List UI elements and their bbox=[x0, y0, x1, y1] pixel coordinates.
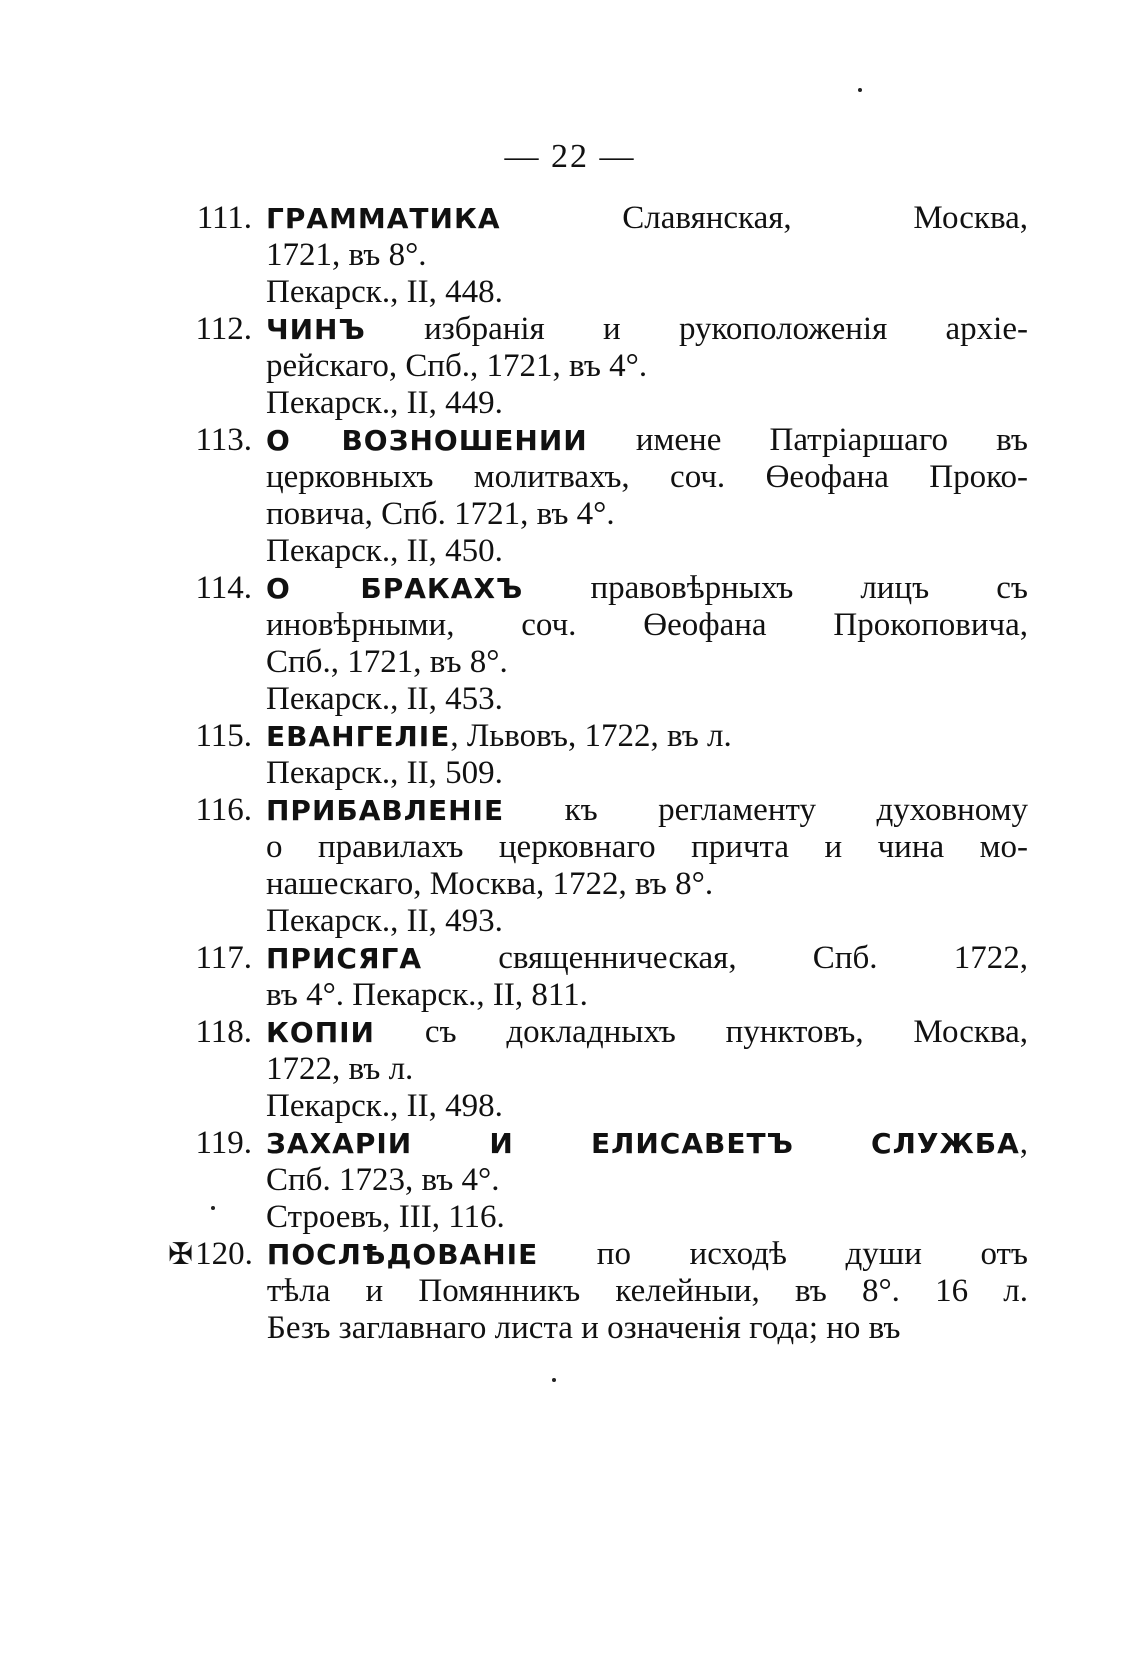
entry-reference: Пекарск., II, 509. bbox=[266, 755, 503, 791]
catalog-entry bbox=[168, 200, 1028, 311]
catalog-entry bbox=[168, 1014, 1028, 1125]
entry-text: тѣла и Помянникъ келейныи, въ 8°. 16 л. bbox=[266, 1273, 1028, 1309]
entry-number-text: 113. bbox=[195, 422, 252, 458]
entry-text: церковныхъ молитвахъ, соч. Өеофана Проко- bbox=[266, 459, 1028, 495]
entry-text: , Львовъ, 1722, въ л. bbox=[450, 718, 732, 754]
entry-line bbox=[266, 422, 1028, 459]
entry-line bbox=[266, 718, 1028, 755]
entry-body bbox=[267, 1236, 1028, 1347]
entry-body bbox=[266, 1014, 1028, 1125]
entry-line bbox=[266, 792, 1028, 829]
entry-line bbox=[266, 348, 1028, 385]
entry-line bbox=[266, 1014, 1028, 1051]
entry-line bbox=[267, 1236, 1028, 1273]
entry-body bbox=[266, 200, 1028, 311]
catalog-entry bbox=[168, 718, 1028, 792]
catalog-entry bbox=[168, 311, 1028, 422]
entry-number bbox=[168, 1236, 267, 1273]
catalog-entry bbox=[168, 940, 1028, 1014]
entry-line bbox=[266, 311, 1028, 348]
entry-text: о правилахъ церковнаго причта и чина мо- bbox=[266, 829, 1028, 865]
entry-line bbox=[266, 459, 1028, 496]
entry-number-text: 119. bbox=[195, 1125, 252, 1161]
entry-number-text: 120. bbox=[195, 1236, 253, 1272]
entry-text: нашескаго, Москва, 1722, въ 8°. bbox=[266, 866, 714, 902]
entry-reference: Пекарск., II, 493. bbox=[266, 903, 503, 939]
catalog-entry bbox=[168, 422, 1028, 570]
entry-title: ПРИБАВЛЕНІЕ bbox=[266, 794, 505, 827]
entry-text: въ 4°. Пекарск., II, 811. bbox=[266, 977, 588, 1013]
catalog-entries bbox=[168, 200, 1028, 1347]
entry-text: священническая, Спб. 1722, bbox=[422, 940, 1028, 976]
entry-title: ЕВАНГЕЛІЕ bbox=[266, 720, 451, 753]
entry-body bbox=[266, 1125, 1028, 1236]
entry-reference: Пекарск., II, 448. bbox=[266, 274, 503, 310]
entry-line bbox=[266, 607, 1028, 644]
entry-number-text: 116. bbox=[195, 792, 252, 828]
entry-text: по исходѣ души отъ bbox=[538, 1236, 1028, 1272]
entry-title: ГРАММАТИКА bbox=[266, 202, 501, 235]
entry-text: , bbox=[1019, 1125, 1028, 1161]
entry-number-text: 118. bbox=[195, 1014, 252, 1050]
entry-number-text: 114. bbox=[195, 570, 252, 606]
entry-text: съ докладныхъ пунктовъ, Москва, bbox=[374, 1014, 1028, 1050]
entry-line bbox=[266, 237, 1028, 274]
entry-text: Спб., 1721, въ 8°. bbox=[266, 644, 508, 680]
entry-text: избранія и рукоположенія архіе- bbox=[365, 311, 1028, 347]
entry-text: 1722, въ л. bbox=[266, 1051, 414, 1087]
entry-line bbox=[267, 1310, 1028, 1347]
entry-body bbox=[266, 940, 1028, 1014]
entry-reference: Пекарск., II, 450. bbox=[266, 533, 503, 569]
catalog-entry bbox=[168, 1236, 1028, 1347]
entry-number bbox=[168, 200, 266, 237]
entry-text: иновѣрными, соч. Өеофана Прокоповича, bbox=[266, 607, 1028, 643]
entry-line bbox=[266, 644, 1028, 681]
entry-number-text: 115. bbox=[195, 718, 252, 754]
entry-text: 1721, въ 8°. bbox=[266, 237, 427, 273]
entry-title: ПОСЛѢДОВАНІЕ bbox=[266, 1238, 539, 1271]
print-speck bbox=[552, 1378, 556, 1382]
entry-number bbox=[168, 792, 266, 829]
entry-line bbox=[266, 940, 1028, 977]
page-number: — 22 — bbox=[504, 138, 636, 175]
catalog-entry bbox=[168, 792, 1028, 940]
entry-number bbox=[168, 940, 266, 977]
entry-text: рейскаго, Спб., 1721, въ 4°. bbox=[266, 348, 648, 384]
entry-number bbox=[168, 1014, 266, 1051]
entry-title: КОПІИ bbox=[266, 1016, 375, 1049]
entry-title: ЗАХАРІИ И ЕЛИСАВЕТЪ СЛУЖБА bbox=[266, 1127, 1020, 1160]
entry-body bbox=[266, 792, 1028, 940]
entry-reference: Пекарск., II, 453. bbox=[266, 681, 503, 717]
entry-line bbox=[266, 866, 1028, 903]
entry-text: правовѣрныхъ лицъ съ bbox=[523, 570, 1028, 606]
catalog-entry bbox=[168, 1125, 1028, 1236]
entry-line bbox=[266, 1125, 1028, 1162]
catalog-entry bbox=[168, 570, 1028, 718]
entry-body bbox=[266, 311, 1028, 422]
cross-marker-icon: ✠ bbox=[168, 1238, 194, 1271]
entry-text: къ регламенту духовному bbox=[504, 792, 1028, 828]
entry-line bbox=[266, 1051, 1028, 1088]
entry-number-text: 111. bbox=[196, 200, 252, 236]
entry-text: Спб. 1723, въ 4°. bbox=[266, 1162, 500, 1198]
entry-number-text: 112. bbox=[195, 311, 252, 347]
entry-text: повича, Спб. 1721, въ 4°. bbox=[266, 496, 615, 532]
entry-number bbox=[168, 718, 266, 755]
entry-line bbox=[266, 1162, 1028, 1199]
entry-line bbox=[266, 496, 1028, 533]
entry-reference: Строевъ, III, 116. bbox=[266, 1199, 505, 1235]
entry-line bbox=[266, 829, 1028, 866]
entry-number bbox=[168, 570, 266, 607]
entry-number bbox=[168, 1125, 266, 1162]
print-speck bbox=[211, 1206, 215, 1210]
entry-body bbox=[266, 422, 1028, 570]
entry-line bbox=[266, 977, 1028, 1014]
entry-number bbox=[168, 422, 266, 459]
entry-reference: Пекарск., II, 449. bbox=[266, 385, 503, 421]
entry-text: имене Патріаршаго въ bbox=[587, 422, 1029, 458]
entry-line bbox=[267, 1273, 1028, 1310]
entry-number-text: 117. bbox=[195, 940, 252, 976]
print-speck bbox=[858, 88, 862, 92]
entry-line bbox=[266, 200, 1028, 237]
entry-title: ЧИНЪ bbox=[266, 313, 366, 346]
entry-text: Славянская, Москва, bbox=[500, 200, 1028, 236]
entry-text: Безъ заглавнаго листа и означенія года; но въ bbox=[266, 1310, 901, 1346]
entry-title: ПРИСЯГА bbox=[266, 942, 423, 975]
entry-number bbox=[168, 311, 266, 348]
entry-title: О ВОЗНОШЕНИИ bbox=[266, 424, 588, 457]
entry-reference: Пекарск., II, 498. bbox=[266, 1088, 503, 1124]
entry-body bbox=[266, 718, 1028, 792]
entry-line bbox=[266, 570, 1028, 607]
entry-body bbox=[266, 570, 1028, 718]
entry-title: О БРАКАХЪ bbox=[266, 572, 524, 605]
